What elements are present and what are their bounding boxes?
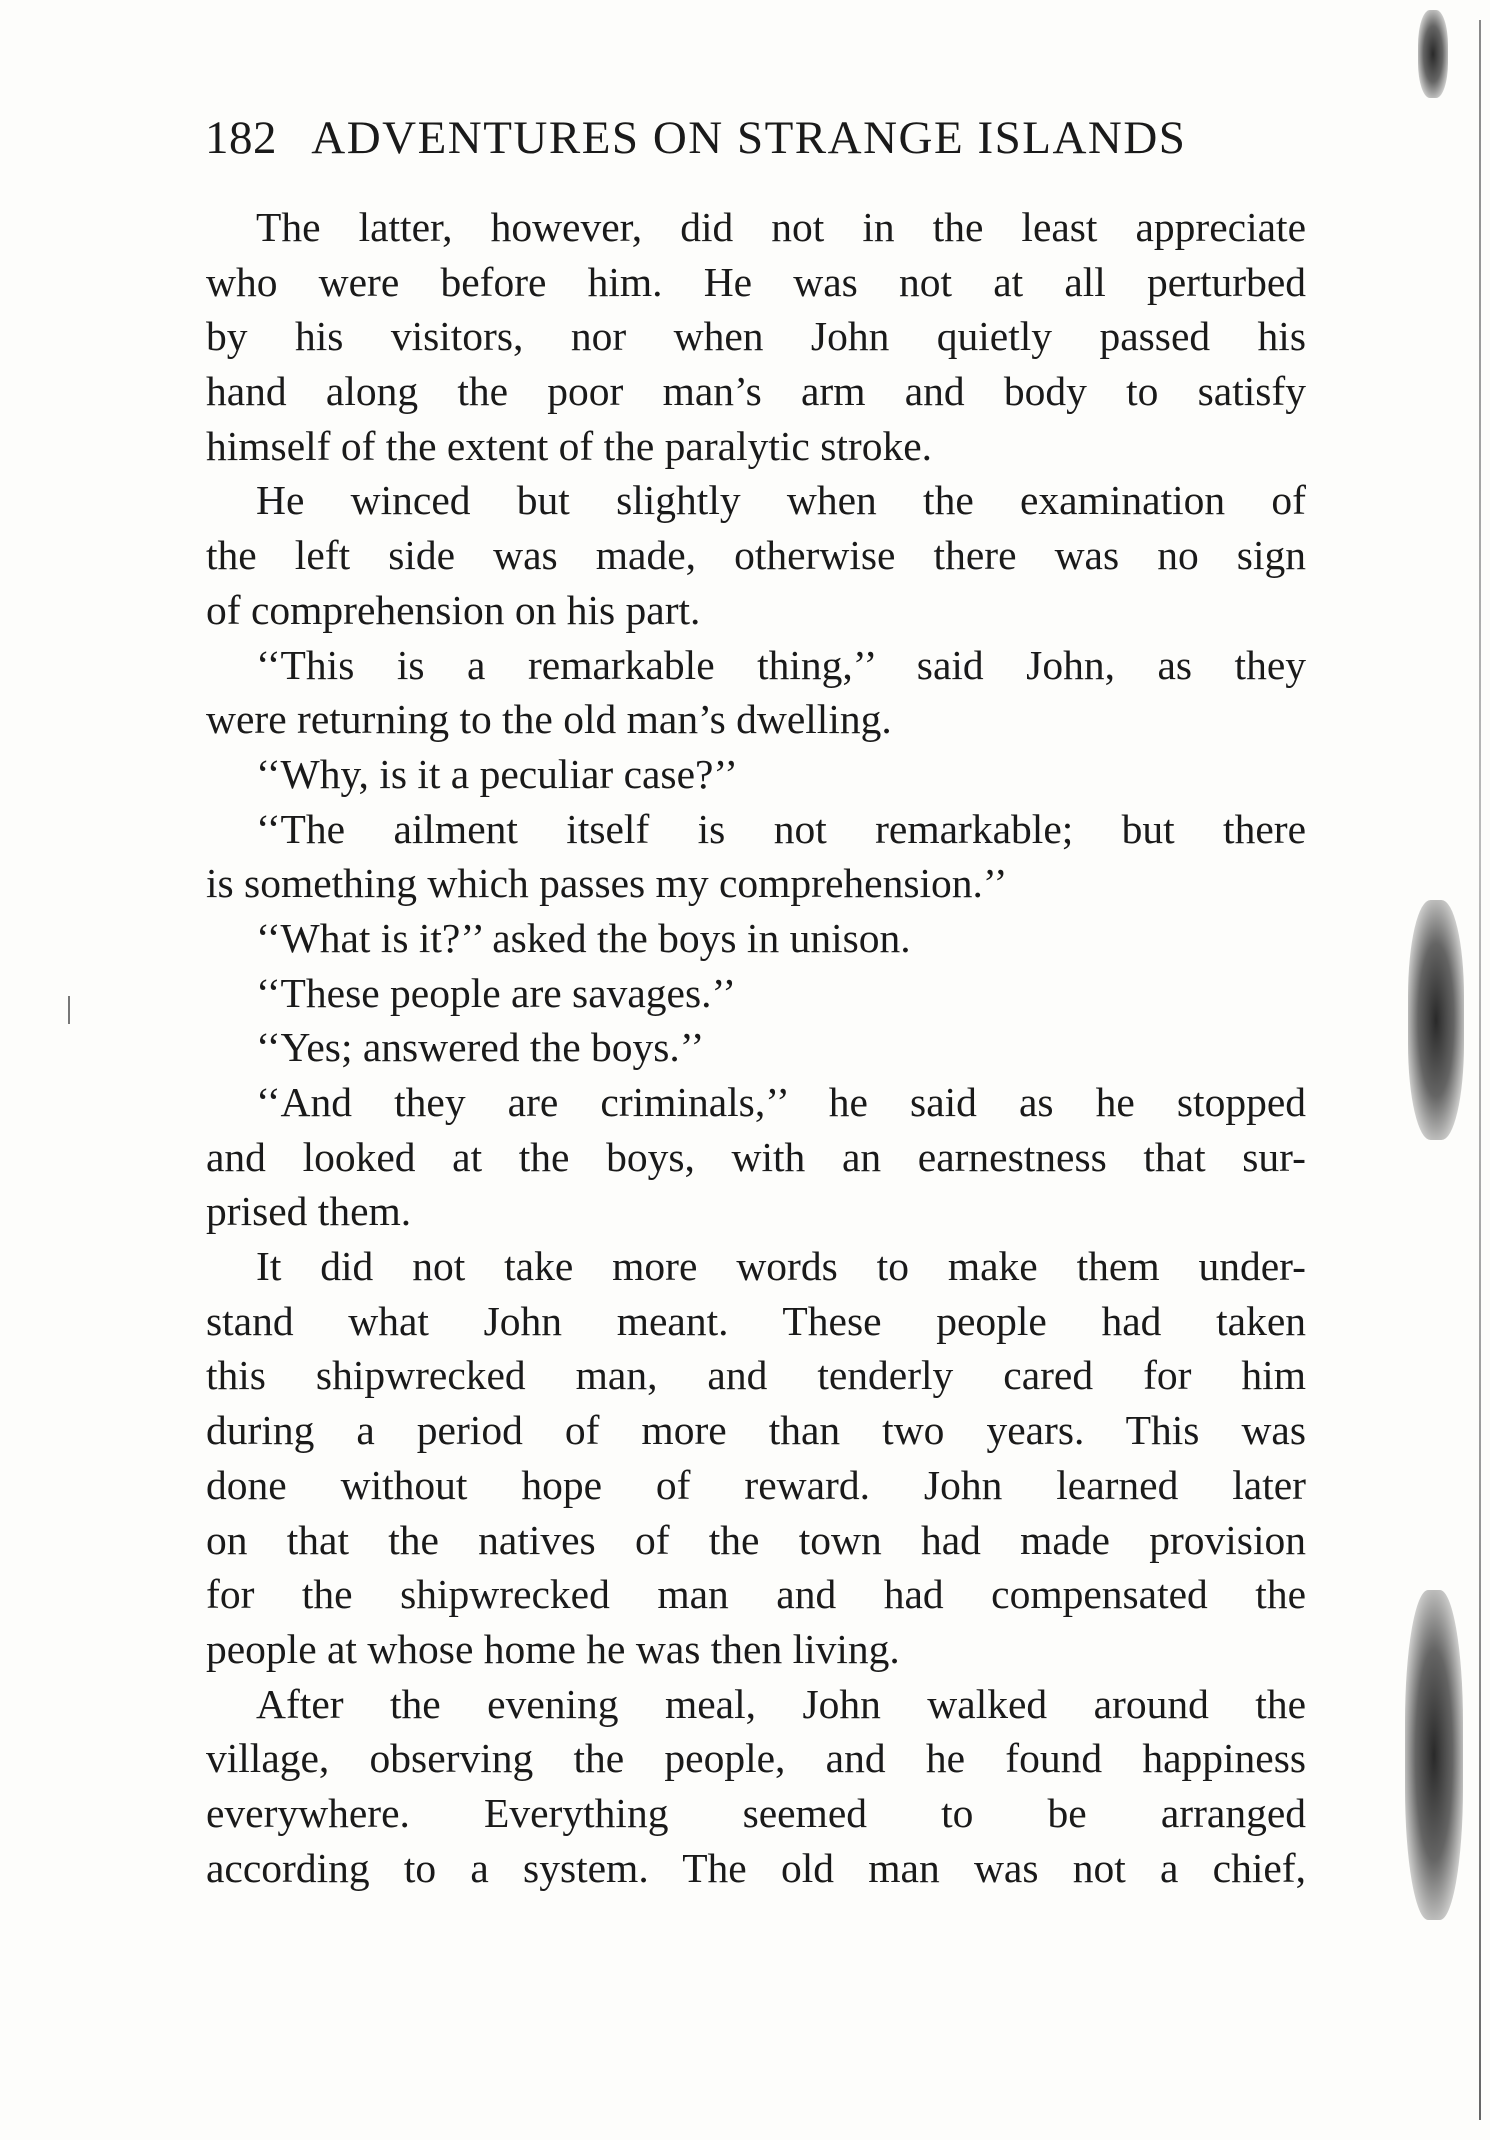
scan-artifact: [1418, 10, 1448, 98]
text-line: everywhere. Everything seemed to be arranged: [206, 1789, 1306, 1836]
text-line: this shipwrecked man, and tenderly cared for him: [206, 1352, 1306, 1399]
text-line: and looked at the boys, with an earnestness that sur-: [206, 1133, 1306, 1180]
text-line: ‘‘And they are criminals,’’ he said as he stopped: [256, 1079, 1306, 1125]
body-text: [206, 200, 1306, 1895]
text-line: ‘‘Why, is it a peculiar case?’’: [256, 750, 738, 797]
text-line: is something which passes my comprehension.’’: [206, 860, 1008, 907]
text-line: ‘‘Yes; answered the boys.’’: [256, 1024, 705, 1071]
text-line: the left side was made, otherwise there was no sign: [206, 532, 1306, 579]
text-line: The latter, however, did not in the least appreciate: [256, 204, 1306, 250]
text-line: himself of the extent of the paralytic stroke.: [206, 422, 933, 469]
page-number: 182: [205, 112, 277, 164]
text-line: ‘‘The ailment itself is not remarkable; but there: [256, 805, 1306, 852]
text-line: for the shipwrecked man and had compensated the: [206, 1571, 1306, 1618]
text-line: ‘‘What is it?’’ asked the boys in unison.: [256, 914, 911, 961]
text-line: were returning to the old man’s dwelling.: [206, 696, 892, 743]
text-line: ‘‘This is a remarkable thing,’’ said John, as they: [256, 641, 1306, 688]
text-line: people at whose home he was then living.: [206, 1625, 900, 1672]
text-line: village, observing the people, and he found happiness: [206, 1735, 1306, 1782]
running-header: [205, 110, 1285, 166]
text-line: done without hope of reward. John learned later: [206, 1461, 1306, 1508]
text-line: hand along the poor man’s arm and body to satisfy: [206, 368, 1306, 415]
text-line: ‘‘These people are savages.’’: [256, 969, 737, 1016]
scan-artifact: [1405, 1590, 1463, 1920]
text-line: of comprehension on his part.: [206, 586, 701, 633]
text-line: during a period of more than two years. This was: [206, 1407, 1306, 1454]
scan-speck: [68, 996, 70, 1024]
page-edge: [1479, 20, 1481, 2120]
text-line: After the evening meal, John walked around the: [256, 1680, 1306, 1727]
text-line: It did not take more words to make them under-: [256, 1243, 1306, 1290]
text-line: prised them.: [206, 1188, 412, 1235]
text-line: who were before him. He was not at all perturbed: [206, 258, 1306, 305]
text-line: on that the natives of the town had made provision: [206, 1516, 1306, 1563]
running-title: ADVENTURES ON STRANGE ISLANDS: [311, 112, 1187, 164]
text-line: He winced but slightly when the examination of: [256, 477, 1306, 524]
text-line: stand what John meant. These people had taken: [206, 1297, 1306, 1344]
text-line: by his visitors, nor when John quietly passed his: [206, 313, 1306, 360]
scan-artifact: [1408, 900, 1464, 1140]
text-line: according to a system. The old man was not a chief,: [206, 1844, 1306, 1891]
